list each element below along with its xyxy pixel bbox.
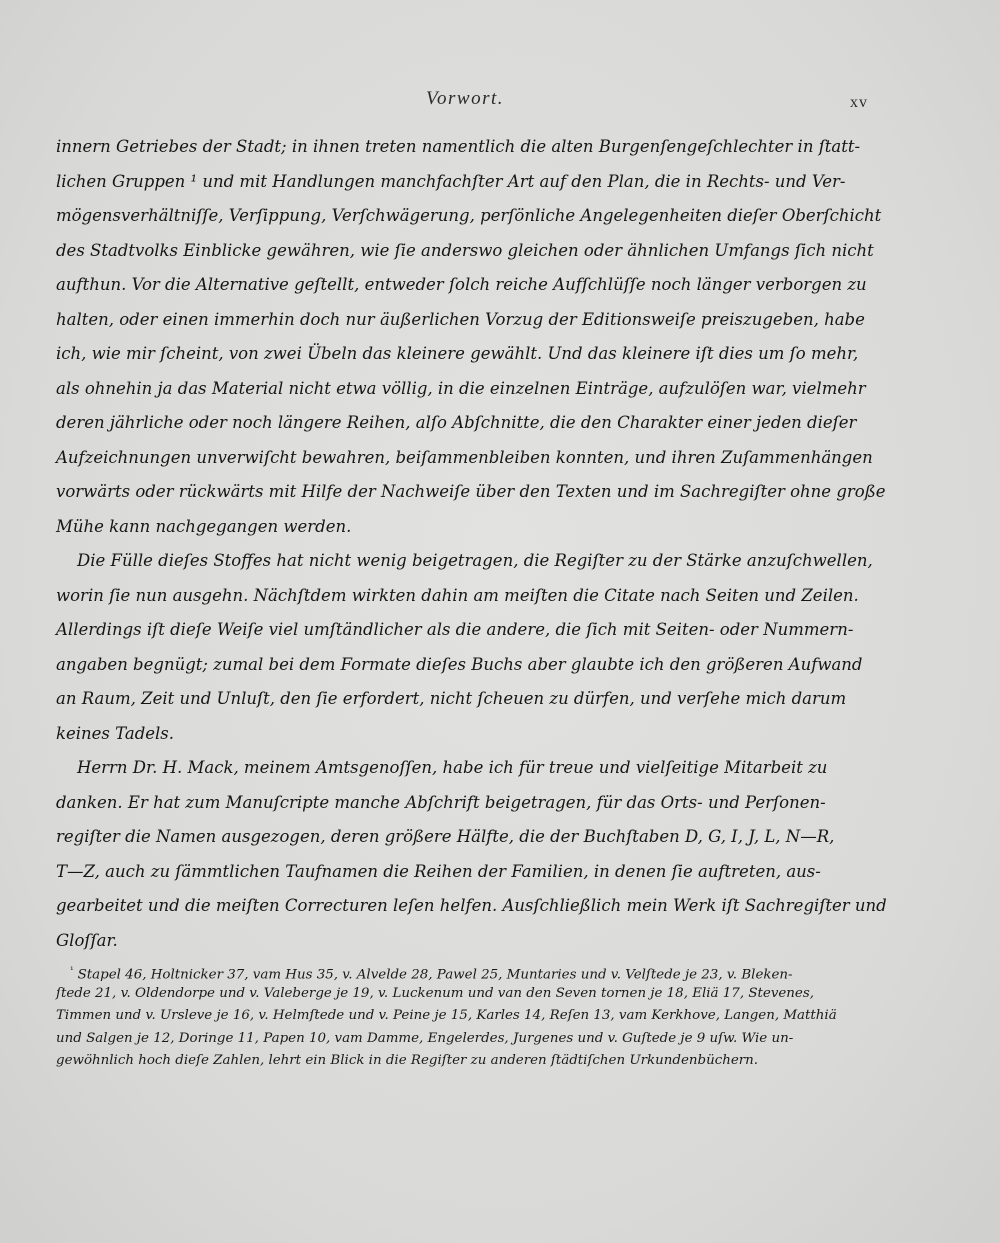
footnote bbox=[56, 960, 890, 1073]
paragraph-start-line: Herrn Dr. H. Mack, meinem Amtsgenoſſen, habe ich für treue und vielſeitige Mitarbeit zu bbox=[77, 758, 828, 777]
text-line: an Raum, Zeit und Unluſt, den ſie erfordert, nicht ſcheuen zu dürfen, und verſehe mich darum bbox=[56, 689, 847, 708]
text-line: danken. Er hat zum Manuſcripte manche Abſchrift beigetragen, für das Orts- und Perſonen- bbox=[56, 792, 826, 812]
text-line: halten, oder einen immerhin doch nur äußerlichen Vorzug der Editionsweiſe preiszugeben, habe bbox=[56, 309, 865, 329]
text-line: T—Z, auch zu ſämmtlichen Taufnamen die Reihen der Familien, in denen ſie auftreten, aus- bbox=[56, 861, 821, 881]
page-number: xv bbox=[850, 94, 868, 111]
text-line: Allerdings iſt dieſe Weiſe viel umſtändlicher als die andere, die ſich mit Seiten- oder Nummern- bbox=[56, 620, 854, 639]
text-line: des Stadtvolks Einblicke gewähren, wie ſie anderswo gleichen oder ähnlichen Umfangs ſich nicht bbox=[56, 240, 874, 260]
text-line: regiſter die Namen ausgezogen, deren größere Hälfte, die der Buchſtaben D, G, I, J, L, N—R, bbox=[56, 827, 835, 846]
text-line: aufthun. Vor die Alternative geſtellt, entweder ſolch reiche Aufſchlüſſe noch länger verborgen zu bbox=[56, 275, 867, 294]
text-line: Aufzeichnungen unverwiſcht bewahren, beiſammenbleiben konnten, und ihren Zuſammenhängen bbox=[56, 447, 873, 467]
text-line: worin ſie nun ausgehn. Nächſtdem wirkten dahin am meiſten die Citate nach Seiten und Zeilen. bbox=[56, 585, 859, 605]
text-line: innern Getriebes der Stadt; in ihnen treten namentlich die alten Burgenſengeſchlechter in ſtatt- bbox=[56, 137, 861, 156]
footnote-line: Timmen und v. Ursleve je 16, v. Helmſtede und v. Peine je 15, Karles 14, Reſen 13, vam Kerkhove, Langen, Matthiä bbox=[56, 1008, 837, 1023]
text-line: vorwärts oder rückwärts mit Hilfe der Nachweiſe über den Texten und im Sachregiſter ohne große bbox=[56, 482, 886, 501]
footnote-line bbox=[56, 960, 890, 983]
text-line: als ohnehin ja das Material nicht etwa völlig, in die einzelnen Einträge, aufzulöſen war, vielmehr bbox=[56, 378, 866, 398]
body-text bbox=[56, 132, 890, 960]
footnote-line: und Salgen je 12, Doringe 11, Papen 10, vam Damme, Engelerdes, Jurgenes und v. Guſtede je 9 uſw. Wie un- bbox=[56, 1030, 794, 1046]
text-line: keines Tadels. bbox=[56, 723, 175, 743]
text-line: Mühe kann nachgegangen werden. bbox=[56, 516, 352, 536]
footnote-marker: ¹ bbox=[70, 966, 74, 976]
footnote-text: Stapel 46, Holtnicker 37, vam Hus 35, v. Alvelde 28, Pawel 25, Muntaries und v. Velſtede je 23, v. Bleken- bbox=[77, 967, 793, 983]
footnote-line: gewöhnlich hoch dieſe Zahlen, lehrt ein Blick in die Regiſter zu anderen ſtädtiſchen Urkundenbüchern. bbox=[56, 1053, 759, 1068]
text-line: Gloſſar. bbox=[56, 930, 118, 950]
running-head-title: Vorwort. bbox=[426, 88, 504, 109]
footnote-line: ſtede 21, v. Oldendorpe und v. Valeberge je 19, v. Luckenum und van den Seven tornen je 18, Eliä 17, Stevenes, bbox=[56, 985, 814, 1001]
text-line: ich, wie mir ſcheint, von zwei Übeln das kleinere gewählt. Und das kleinere iſt dies um ſo mehr, bbox=[56, 344, 859, 363]
text-line: gearbeitet und die meiſten Correcturen leſen helfen. Ausſchließlich mein Werk iſt Sachregiſter und bbox=[56, 896, 887, 915]
text-line: deren jährliche oder noch längere Reihen, alſo Abſchnitte, die den Charakter einer jeden dieſer bbox=[56, 413, 857, 432]
paragraph-start-line: Die Fülle dieſes Stoffes hat nicht wenig beigetragen, die Regiſter zu der Stärke anzuſchwellen, bbox=[77, 551, 873, 570]
text-line: angaben begnügt; zumal bei dem Formate dieſes Buchs aber glaubte ich den größeren Aufwand bbox=[56, 654, 863, 674]
text-line: lichen Gruppen ¹ und mit Handlungen manchfachſter Art auf den Plan, die in Rechts- und Ver- bbox=[56, 171, 846, 191]
text-line: mögensverhältniſſe, Verſippung, Verſchwägerung, perſönliche Angelegenheiten dieſer Oberſchicht bbox=[56, 206, 882, 225]
